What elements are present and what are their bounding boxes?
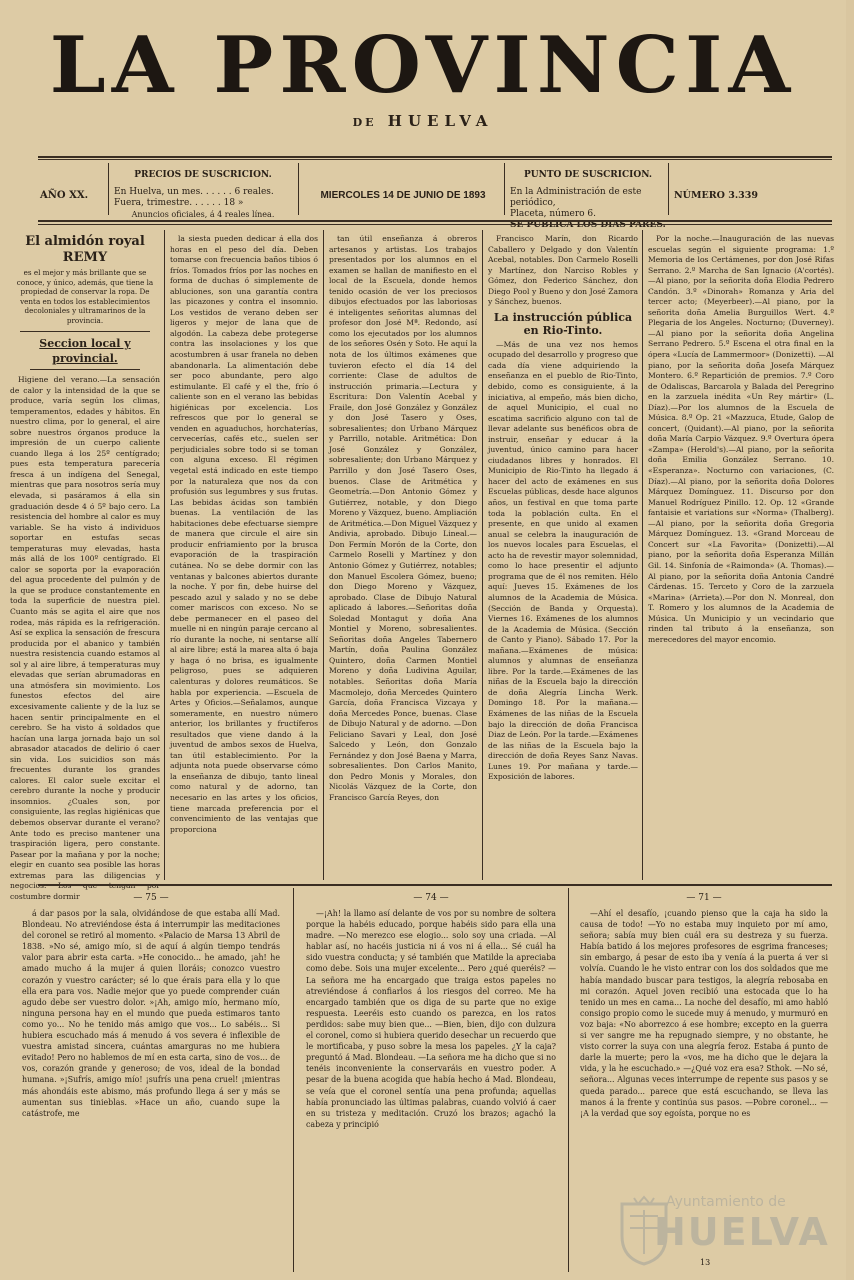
top-rule-thin xyxy=(38,159,832,160)
feuilleton-text-74: —¡Ah! la llamo así delante de vos por su nombre de soltera porque la habéis educado, porque habéis sido para ella una madre. —No merezco ese elogio... solo soy una criada. —Al hablar así, no hacéis justicia ni á vos ni á ella... Sé cuál ha sido vuestra conducta; y sé también que Matilde la apreciaba como debe. Sois una mujer excelente... Pero ¿qué queréis? —La señora me ha encargado que traiga estos papeles no atreviéndose á confiarlos á los riesgos del correo. Me ha encargado también que os diga de su parte que no exige respuesta. Leeréis esto cuando os parezca, en los ratos perdidos: sabe muy bien que... —Bien, bien, dijo con dulzura el coronel, como si hubiera querido desechar un recuerdo que le mortificaba, y puso sobre la mesa los papeles. ¿Y la caja? preguntó á Mad. Blondeau. —La señora me ha dicho que si no tenéis inconveniente la conservaráis en vuestro poder. A pesar de la buena acogida que había hecho á Mad. Blondeau, se veía que el coronel sentía una pena profunda; aquellas había pronunciado las últimas palabras, cuando volvió á caer en su tristeza y meditación. Cruzó los brazos; agachó la cabeza y principió xyxy=(306,909,556,1129)
article-exams-cont: Francisco Marín, don Ricardo Caballero y Delgado y don Valentín Acebal, notables. Don Carmelo Roselli y Martínez, don Narciso Robles y Gómez, don Federico Sánchez, don Diego Pool y Bueno y don José Zamora y Sánchez, buenos. xyxy=(488,234,638,307)
riotinto-heading: La instrucción pública en Rio-Tinto. xyxy=(493,310,633,337)
article-riotinto: —Más de una vez nos hemos ocupado del desarrollo y progreso que cada día viene adquiriendo la enseñanza en el pueblo de Rio-Tinto, debido, como es consiguiente, á la iniciativa, al empeño, más bien dicho, de aquel Municipio, el cual no escatima sacrificio alguno con tal de llevar adelante sus benéficos obra de instruir, enseñar y educar á la juventud, único camino para hacer ciudadanos libres y honrados. El Municipio de Rio-Tinto ha llegado á hacer del acto de exámenes en sus Escuelas públicas, desde hace algunos años, un festival en que toma parte toda la población culta. En el presente, en que unido al examen anual se celebra la inauguración de los nuevos locales para Escuelas, el acto ha de revestir mayor solemnidad, como lo hace presentir el adjunto programa que de él nos remiten. Hélo aquí: Jueves 15. Exámenes de los alumnos de la Academia de Música. (Sección de Banda y Orquesta). Viernes 16. Exámenes de los alumnos de la Academia de Música. (Sección de Canto y Piano). Sábado 17. Por la mañana.—Exámenes de música: alumnos y alumnas de enseñanza libre. Por la tarde.—Exámenes de las niñas de la Escuela bajo la dirección de doña Alegría Lincha Werk. Domingo 18. Por la mañana.—Exámenes de las niñas de la Escuela bajo la dirección de doña Francisca Diaz de León. Por la tarde.—Exámenes de las niñas de la Escuela bajo la dirección de doña Reyes Sanz Navas. Lunes 19. Por mañana y tarde.—Exposición de labores. xyxy=(488,339,638,782)
newspaper-title: LA PROVINCIA xyxy=(49,20,797,111)
masthead xyxy=(0,22,846,130)
subtitle-city: HUELVA xyxy=(387,112,494,130)
feuilleton-divider-2 xyxy=(568,888,569,1272)
col-divider-4 xyxy=(642,230,643,880)
point-line-3: SE PUBLICA LOS DIAS PARES. xyxy=(510,220,666,230)
feuilleton-divider-1 xyxy=(293,888,294,1272)
info-divider-1 xyxy=(108,163,109,215)
feuilleton-page-74 xyxy=(306,892,556,1272)
page-number-74: — 74 — xyxy=(413,893,449,903)
prices-line-1: En Huelva, un mes. . . . . . 6 reales. xyxy=(114,187,274,197)
feuilleton-rule xyxy=(38,884,832,886)
info-divider-4 xyxy=(668,163,669,215)
header-bottom-rule xyxy=(38,220,832,222)
prices-title: PRECIOS DE SUSCRICION. xyxy=(134,170,272,180)
feuilleton-text-75: á dar pasos por la sala, olvidándose de que estaba allí Mad. Blondeau. No atreviéndose ésta á interrumpir las meditaciones del coronel se retiró al momento. «Palacio de Marsa 13 Abril de 1838. »No sé, amigo mío, si de aquí á algún tiempo tendrás valor para abrir esta carta. »He conocido... he amado, ¡ah! he amado mucho á la mujer á quien lloráis; conozco vuestro corazón y vuestro carácter; sé lo que érais para ella y lo que ella era para vos. Nadie mejor que yo puede comprender cuán agudo debe ser vuestro dolor. »¡Ah, amigo mío, hermano mío, ninguna persona hay en el mundo que pueda estimaros tanto como yo... No he tenido más amigo que vos... Lo sabéis... Si hubiera escuchado más á menudo á vos severa é inflexible de vuestra amistad sincera, cuántas amarguras no me hubiera evitado! Pero no hablemos de mí en esta carta, sino de vos... de vos, corazón grande y generoso; de vos, ideal de la bondad humana. »¡Sufrís, amigo mío! ¡sufrís una pena cruel! ¡mientras más ahondáis este abismo, más profundo llega á ser y más se aumentan sus tinieblas. »Hace un año, cuando supe la catástrofe, me xyxy=(22,909,280,1118)
top-rule xyxy=(38,156,832,158)
column-5 xyxy=(648,234,834,880)
header-bottom-rule-thin xyxy=(38,224,832,225)
feuilleton-text-71: —Ahí el desafío, ¡cuando pienso que la caja ha sido la causa de todo! —Yo no estaba muy inquieto por mí amo, señora; sabía muy bien cuál era su destreza y su fuerza. Había batido á los mejores profesores de esgrima franceses; sin embargo, á pesar de esto iba y venía á la puerta á ver si volvía. Cuando le he visto entrar con los dos soldados que me había mandado buscar para testigos, la alegría rebosaba en mi corazón. Aquel joven recibió una estocada que lo ha tenido un mes en cama... La noche del desafío, mi amo habló consigo propio como le sucede muy á menudo, y murmuró en voz baja: «No aborrezco á ese hombre; excepto en la guerra si ver sangre me ha repugnado siempre, y no obstante, he visto correr la suya con una alegría feroz. Estaba á punto de darle la muerte; pero la «vos, me ha dicho que le dejara la vida, y la he escuchado.» —¿Qué voz era esa? Sthok. —No sé, señora... Algunas veces interrumpe de repente sus pasos y se queda parado... parece que está escuchando, se lleva las manos á la frente y continúa sus pasos. —Pobre coronel... —¡A la verdad que soy egoísta, porque no es xyxy=(580,909,828,1118)
article-hygiene: Higiene del verano.—La sensación de calor y la intensidad de la que se produce, varía según los climas, temperamentos, edades y hábitos. En nuestro clima, por lo general, el aire sobre nuestros órganos produce la impresión de un cuerpo caliente cuando llega á los 25º centígrado; pues esta temperatura parecería fresca á un indígena del Senegal, mientras que para nosotros sería muy elevada, si pasáramos á ella sin graduación desde 4 ó 5º bajo cero. La resistencia del hombre al calor es muy variable. Se ha visto á individuos soportar en estufas secas temperaturas muy elevadas, hasta más allá de los 100º centígrado. El calor se soporta por la evaporación del agua procedente del pulmón y de la que se produce constantemente en toda la superficie de nuestra piel. Cuanto más se agita el aire que nos rodea, más rápida es la refrigeración. Así se explica la sensación de frescura producida por el abanico y también nuestra resistencia cuando estamos al sol y al aire libre, á temperaturas muy elevadas que serían abrumadoras en una atmósfera sin movimiento. Los funestos efectos del aire excesivamente caliente y de la luz se hacen sentir principalmente en el cerebro. Se ha visto á soldados que hacían una larga jornada bajo un sol abrasador atacados de delirio ó caer sin vida. Los suicidios son más frecuentes durante los grandes calores. El calor suele excitar el cerebro durante la noche y producir insomnios. ¿Cuales son, por consiguiente, las reglas higiénicas que debemos observar durante el verano? Ante todo es preciso mantener una traspiración ligera, pero constante. Pasear por la mañana y por la noche; elegir en cuanto sea posible las horas extremas para las diligencias y negocios. Los que tengan por costumbre dormir xyxy=(10,375,160,901)
prices-line-2: Fuera, trimestre. . . . . . 18 » xyxy=(114,198,244,208)
page-number-71: — 71 — xyxy=(686,893,722,903)
point-line-1: En la Administración de este periódico, xyxy=(510,187,642,208)
col-divider-3 xyxy=(482,230,483,880)
issue-date: MIERCOLES 14 DE JUNIO DE 1893 xyxy=(320,190,486,201)
info-divider-3 xyxy=(504,163,505,215)
newspaper-subtitle xyxy=(0,112,846,130)
section-rule xyxy=(30,369,140,370)
year-label: AÑO XX. xyxy=(40,190,89,201)
column-4 xyxy=(488,234,638,880)
column-2 xyxy=(170,234,318,880)
watermark-line-2: HUELVA xyxy=(654,1210,830,1254)
feuilleton-page-75 xyxy=(22,892,280,1272)
prices-box xyxy=(114,170,292,220)
watermark-line-1: Ayuntamiento de xyxy=(666,1194,786,1210)
article-exams: tan útil enseñanza á obreros artesanos y artistas. Los trabajos presentados por los alumnos en el examen se hallan de manifiesto en el local de la Escuela, donde hemos tenido ocasión de ver los preciosos dibujos efectuados por las laboriosas é inteligentes señoritas alumnas del profesor don José Mª. Redondo, así como los ejecutados por los alumnos de los señores Osén y Soto. He aquí la nota de los últimos exámenes que tuvieron efecto el día 14 del corriente: Clase de adultos de instrucción primaria.—Lectura y Escritura: Don Valentín Acebal y Fraile, don José González y González y don José Tasero y Oses, sobresalientes; don Urbano Márquez y Parrillo, notable. Aritmética: Don José González y González, sobresaliente; don Urbano Márquez y Parrillo y don José Tasero Oses, buenos. Clase de Aritmética y Geometría.—Don Antonio Gómez y Gutiérrez, notable, y don Diego Moreno y Vázquez, bueno. Ampliación de Aritmética.—Don Miguel Vázquez y Andivia, aprobado. Dibujo Lineal.—Don Fermín Morón de la Corte, don Carmelo Roselli y Martínez y don Antonio Gómez y Gutiérrez, notables; don Manuel Escolera Gómez, bueno; don Diego Moreno y Vázquez, aprobado. Clase de Dibujo Natural aplicado á labores.—Señoritas doña Soledad Montagut y doña Ana Montiel y Moreno, sobresalientes. Señoritas doña Angeles Tabernero Martín, doña Paulina González Quintero, doña Carmen Montiel Moreno y doña Ludivina Aguilar, notables. Señoritas doña María Macmolejo, doña Mercedes Quintero García, doña Francisca Vizcaya y doña Mercedes Ponce, buenas. Clase de Dibujo Natural y de adorno. —Don Feliciano Savari y Leal, don José Salcedo y León, don Gonzalo Fernández y don José Baena y Marra, sobresalientes. Don Carlos Manito, don Pedro Monis y Morales, don Nicolás Vázquez de la Corte, don Francisco García Reyes, don xyxy=(329,234,477,802)
column-3 xyxy=(329,234,477,880)
col-divider-1 xyxy=(164,230,165,880)
ad-body: es el mejor y más brillante que se conoce, y único, además, que tiene la propiedad de conservar la ropa. De venta en todos los establecimientos decoloniales y ultramarinos de la provincia. xyxy=(16,268,154,325)
prices-line-3: Anuncios oficiales, á 4 reales línea. xyxy=(131,210,275,219)
ad-title: El almidón royal REMY xyxy=(25,234,145,265)
issue-number: NÚMERO 3.339 xyxy=(674,190,758,201)
article-hygiene-cont: la siesta pueden dedicar á ella dos horas en el peso del día. Deben tomarse con frecuencia baños tibios ó fríos. Tomados fríos por las noches en forma de duchas ó simplemente de abluciones, son una garantía contra las picazones y contra el insomnio. Los vestidos de verano deben ser ligeros y mejor de lana que de algodón. La cabeza debe protegerse contra las insolaciones y los que acostumbren á usar franela no deben abandonarla. La alimentación debe ser poco abundante, pero algo estimulante. El café y el the, frío ó caliente son en el verano las bebidas higiénicas por excelencia. Los refrescos que por lo general se venden en aguaduchos, horchaterías, cervecerías, cafés etc., suelen ser perjudiciales sobre todo si se toman con alguna exceso. El régimen vegetal está indicado en este tiempo por la naturaleza que nos da con profusión sus legumbres y sus frutas. Las bebidas ácidas son también buenas. La ventilación de las habitaciones debe efectuarse siempre de manera que circule el aire sin producir enfriamiento por la brusca evaporación de la traspiración cutánea. No se debe dormir con las ventanas y balcones abiertos durante la noche. Y por fin, debe huirse del pescado azul y salado y no se debe comer mariscos con exceso. No se debe permanecer en el paseo del muelle ni en ningún paraje cercano al río durante la noche, ni sentarse allí al aire libre; está la marea alta ó baja y haga ó no brisa, es igualmente peligroso, pues se adquieren calenturas y dolores reumáticos. Se habla por experiencia. —Escuela de Artes y Oficios.—Señalamos, aunque someramente, en nuestro número anterior, los brillantes y fructíferos resultados que viene dando á la juventud de ambos sexos de Huelva, tan útil establecimiento. Por la adjunta nota puede observarse cómo la enseñanza de dibujo, tanto lineal como natural y de adorno, tan necesario en las artes y los oficios, tiene marcada preferencia por el convencimiento de las ventajas que proporciona xyxy=(170,234,318,834)
ad-rule xyxy=(20,331,150,332)
info-divider-2 xyxy=(298,163,299,215)
archive-watermark xyxy=(616,1132,836,1272)
subtitle-de: DE xyxy=(352,116,377,129)
section-heading: Seccion local y provincial. xyxy=(39,337,131,365)
signature-mark: 13 xyxy=(700,1258,711,1267)
point-title: PUNTO DE SUSCRICION. xyxy=(523,170,652,180)
page-number-75: — 75 — xyxy=(133,893,169,903)
article-program: Por la noche.—Inauguración de las nuevas escuelas según el siguiente programa: 1.º Memoria de los Certámenes, por don José Rifas Serrano. 2.º Marcha de San Ignacio (A'cortés).—Al piano, por la señorita doña Elodia Pedrero Candón. 3.º «Dinorah» Romanza y Aria del tercer acto; (Meyerbeer).—Al piano, por la señorita doña Amelia Burguillos Wert. 4.º Plegaria de los Angeles. Nocturno; (Duverney).—Al piano por la señorita doña Angelina Serrano Pedrero. 5.º Escena el otra final en la ópera «Lucía de Lammermoor» (Donizetti). —Al piano, por la señorita doña Josefa Márquez Montero. 6.º Repartición de premios. 7.º Coro de Odaliscas, Barcarola y Balada del Peregrino en la zarzuela inédita «Un Rey mártir» (L. Díaz).—Por los alumnos de la Escuela de Música. 8.º Op. 21 «Mazzuca, Etude, Galop de concert, (Quidant).—Al piano, por la señorita doña María Carpio Vázquez. 9.º Overtura ópera «Zampa» (Herold's).—Al piano, por la señorita doña Emilia González Serrano. 10. «Esperanza». Nocturno con variaciones, (C. Díaz).—Al piano, por la señorita doña Dolores Márquez Domínguez. 11. Discurso por don Manuel Rodríguez Pinillo. 12. Op. 12 «Grande fantaisie et variations sur «Norma» (Thalberg).—Al piano, por la señorita doña Gregoria Márquez Domínguez. 13. «Grand Morceau de Concert sur «La Favorita» (Donizetti).—Al piano, por la señorita doña Esperanza Millán Gil. 14. Sinfonía de «Raimonda» (A. Thomas).—Al piano, por la señorita doña Antonia Candré Cárdenas. 15. Terceto y Coro de la zarzuela «Marina» (Arrieta).—Por don N. Monreal, don T. Romero y los alumnos de la Academia de Música. Un Municipio y un vecindario que rinden tal tributo á la enseñanza, son merecedores del mayor encomio. xyxy=(648,234,834,644)
col-divider-2 xyxy=(323,230,324,880)
point-line-2: Placeta, número 6. xyxy=(510,209,596,219)
